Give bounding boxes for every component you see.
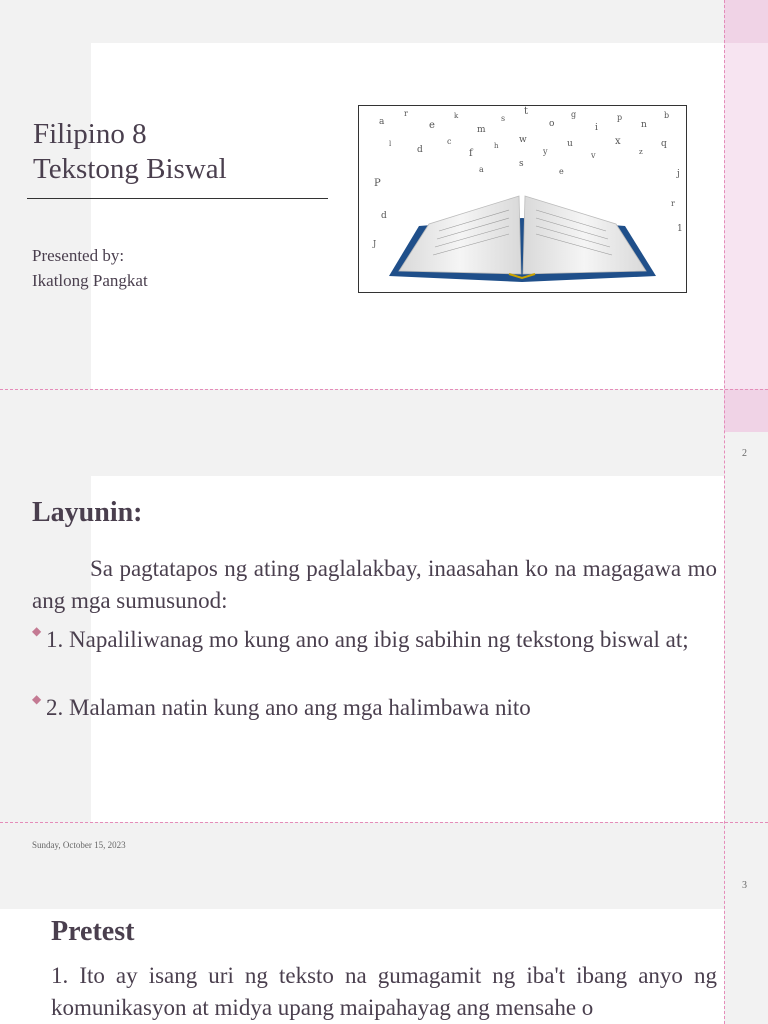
bullet-1-text: 1. Napaliliwanag mo kung ano ang ibig sabihin ng tekstong biswal at;	[46, 627, 689, 652]
bullet-2	[32, 692, 717, 724]
presented-by-label: Presented by:	[32, 246, 125, 265]
svg-text:q: q	[661, 139, 667, 149]
slide-1-pink-strip-bottom	[724, 389, 768, 432]
svg-text:l: l	[389, 140, 392, 148]
svg-text:e: e	[429, 120, 435, 131]
pretest-heading: Pretest	[51, 916, 135, 947]
svg-text:g: g	[571, 110, 577, 119]
svg-text:z: z	[639, 148, 643, 156]
svg-text:n: n	[641, 120, 647, 130]
svg-text:p: p	[617, 113, 623, 122]
svg-text:a: a	[379, 117, 385, 127]
svg-text:a: a	[479, 165, 484, 174]
page-number-2: 2	[742, 448, 747, 459]
bullet-diamond-icon: ◆	[32, 692, 42, 706]
slide-1-pink-strip	[724, 0, 768, 432]
svg-text:1: 1	[677, 224, 683, 234]
svg-text:r: r	[671, 199, 675, 208]
bullet-diamond-icon: ◆	[32, 624, 42, 638]
svg-text:P: P	[374, 178, 381, 189]
page-number-3: 3	[742, 880, 747, 891]
svg-text:b: b	[664, 111, 670, 120]
bullet-1	[32, 624, 717, 656]
svg-text:y: y	[543, 147, 548, 156]
svg-text:J: J	[373, 239, 377, 248]
svg-text:v: v	[591, 151, 596, 160]
layunin-intro-text: Sa pagtatapos ng ating paglalakbay, inaasahan ko na magagawa mo ang mga sumusunod:	[32, 556, 717, 613]
svg-text:s: s	[519, 159, 524, 169]
pretest-question-1: 1. Ito ay isang uri ng teksto na gumagamit ng iba't ibang anyo ng komunikasyon at midya upang maipahayag ang mensahe o	[51, 963, 717, 1020]
svg-text:j: j	[677, 169, 680, 179]
guide-line-1	[0, 389, 768, 390]
group-name: Ikatlong Pangkat	[32, 271, 148, 290]
slide-title-line-1: Filipino 8	[33, 118, 147, 150]
svg-text:i: i	[595, 123, 598, 133]
layunin-heading: Layunin:	[32, 497, 143, 528]
guide-line-vertical	[724, 0, 725, 1024]
svg-text:c: c	[447, 137, 452, 146]
bullet-2-text: 2. Malaman natin kung ano ang mga halimbawa nito	[46, 695, 531, 720]
svg-text:e: e	[559, 167, 564, 176]
svg-text:h: h	[494, 142, 499, 150]
svg-text:w: w	[519, 135, 527, 145]
guide-line-2	[0, 822, 768, 823]
slide-1-left-band	[0, 43, 91, 389]
svg-text:d: d	[417, 145, 423, 155]
svg-text:d: d	[381, 211, 387, 221]
svg-text:s: s	[501, 114, 506, 123]
svg-text:o: o	[549, 119, 555, 129]
svg-text:x: x	[615, 136, 621, 147]
layunin-intro	[32, 553, 717, 617]
svg-text:u: u	[567, 139, 573, 149]
open-book-icon	[359, 106, 686, 292]
title-divider	[27, 198, 328, 199]
svg-text:k: k	[454, 112, 459, 120]
slide-1-pink-strip-top	[724, 0, 768, 43]
svg-text:t: t	[524, 106, 529, 117]
book-image	[358, 105, 687, 293]
slide-date: Sunday, October 15, 2023	[32, 840, 126, 850]
svg-text:r: r	[404, 109, 408, 118]
svg-text:f: f	[469, 148, 473, 159]
svg-text:m: m	[477, 125, 486, 135]
slide-title-line-2: Tekstong Biswal	[33, 153, 227, 185]
